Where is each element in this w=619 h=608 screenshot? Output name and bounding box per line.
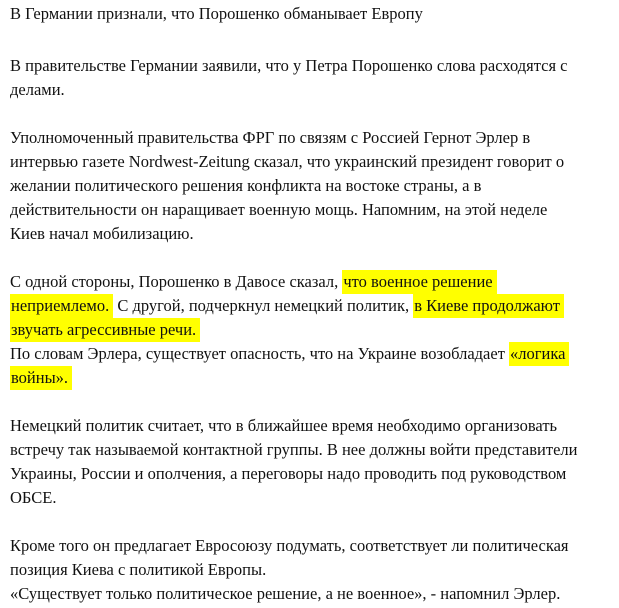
text-line xyxy=(10,558,619,582)
text-segment: «Существует только политическое решение, а не военное», - напомнил Эрлер. xyxy=(10,584,561,603)
text-segment: С другой, подчеркнул немецкий политик, xyxy=(113,296,414,315)
highlighted-text: неприемлемо. xyxy=(10,294,113,318)
text-line xyxy=(10,198,619,222)
text-line xyxy=(10,534,619,558)
paragraph xyxy=(10,126,619,246)
text-line xyxy=(10,438,619,462)
highlighted-text: в Киеве продолжают xyxy=(413,294,564,318)
text-segment: делами. xyxy=(10,80,65,99)
paragraph xyxy=(10,414,619,510)
highlighted-text: «логика xyxy=(509,342,569,366)
highlighted-text: войны». xyxy=(10,366,72,390)
text-line xyxy=(10,270,619,294)
text-line xyxy=(10,342,619,366)
text-segment: интервью газете Nordwest-Zeitung сказал, что украинский президент говорит о xyxy=(10,152,565,171)
text-segment: Украины, России и ополчения, а переговоры надо проводить под руководством xyxy=(10,464,567,483)
text-segment: встречу так называемой контактной группы. В нее должны войти представители xyxy=(10,440,578,459)
text-segment: позиция Киева с политикой Европы. xyxy=(10,560,267,579)
paragraph xyxy=(10,54,619,102)
text-line xyxy=(10,318,619,342)
title-text: В Германии признали, что Порошенко обманывает Европу xyxy=(10,4,423,23)
text-line xyxy=(10,462,619,486)
highlighted-text: звучать агрессивные речи. xyxy=(10,318,200,342)
text-segment: ОБСЕ. xyxy=(10,488,57,507)
text-segment: Немецкий политик считает, что в ближайшее время необходимо организовать xyxy=(10,416,558,435)
text-line xyxy=(10,366,619,390)
text-line xyxy=(10,414,619,438)
text-segment: желании политического решения конфликта на востоке страны, а в xyxy=(10,176,482,195)
text-segment: С одной стороны, Порошенко в Давосе сказал, xyxy=(10,272,343,291)
text-line xyxy=(10,174,619,198)
text-line xyxy=(10,294,619,318)
text-segment: Уполномоченный правительства ФРГ по связям с Россией Гернот Эрлер в xyxy=(10,128,531,147)
text-segment: По словам Эрлера, существует опасность, что на Украине возобладает xyxy=(10,344,510,363)
text-segment: Киев начал мобилизацию. xyxy=(10,224,194,243)
paragraph xyxy=(10,534,619,606)
text-segment: действительности он наращивает военную мощь. Напомним, на этой неделе xyxy=(10,200,548,219)
text-segment: Кроме того он предлагает Евросоюзу подумать, соответствует ли политическая xyxy=(10,536,569,555)
highlighted-text: что военное решение xyxy=(342,270,496,294)
text-line xyxy=(10,78,619,102)
paragraph xyxy=(10,270,619,390)
text-line xyxy=(10,582,619,606)
text-line xyxy=(10,222,619,246)
text-line xyxy=(10,54,619,78)
text-line xyxy=(10,126,619,150)
article-body xyxy=(10,54,619,606)
text-line xyxy=(10,150,619,174)
article-title xyxy=(10,2,619,26)
text-segment: В правительстве Германии заявили, что у Петра Порошенко слова расходятся с xyxy=(10,56,568,75)
text-line xyxy=(10,486,619,510)
